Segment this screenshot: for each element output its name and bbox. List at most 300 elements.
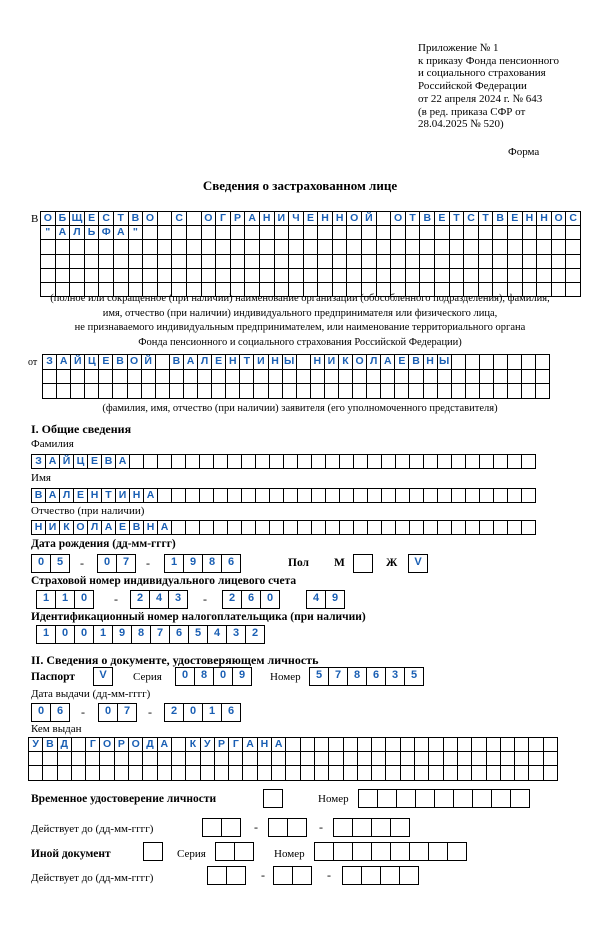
- char-cell[interactable]: [566, 226, 581, 240]
- char-cell[interactable]: Е: [99, 355, 113, 370]
- char-cell[interactable]: [303, 226, 318, 240]
- char-cell[interactable]: [333, 842, 353, 861]
- char-cell[interactable]: [551, 254, 566, 268]
- char-cell[interactable]: [347, 226, 362, 240]
- char-cell[interactable]: [55, 240, 70, 254]
- char-cell[interactable]: [537, 226, 552, 240]
- char-cell[interactable]: [186, 752, 200, 766]
- char-cell[interactable]: Е: [435, 212, 450, 226]
- char-cell[interactable]: [99, 268, 114, 282]
- char-cell[interactable]: [325, 488, 340, 503]
- char-cell[interactable]: [171, 752, 185, 766]
- char-cell[interactable]: [300, 738, 314, 752]
- char-cell[interactable]: [391, 240, 406, 254]
- char-cell[interactable]: [255, 454, 270, 469]
- char-cell[interactable]: 5: [188, 625, 208, 644]
- char-cell[interactable]: [493, 488, 508, 503]
- char-cell[interactable]: [230, 240, 245, 254]
- char-cell[interactable]: [86, 752, 100, 766]
- char-cell[interactable]: [493, 520, 508, 535]
- birth-month-field[interactable]: [97, 554, 136, 573]
- char-cell[interactable]: Ы: [439, 355, 450, 368]
- char-cell[interactable]: [201, 268, 216, 282]
- char-cell[interactable]: [216, 254, 231, 268]
- char-cell[interactable]: [70, 254, 85, 268]
- char-cell[interactable]: [200, 766, 214, 780]
- char-cell[interactable]: [155, 384, 169, 399]
- char-cell[interactable]: [376, 254, 391, 268]
- char-cell[interactable]: [214, 766, 228, 780]
- char-cell[interactable]: [243, 766, 257, 780]
- sex-m-checkbox[interactable]: [353, 554, 373, 573]
- char-cell[interactable]: И: [274, 212, 289, 226]
- char-cell[interactable]: [289, 240, 304, 254]
- char-cell[interactable]: 0: [31, 703, 51, 722]
- char-cell[interactable]: 2: [130, 590, 150, 609]
- char-cell[interactable]: [283, 488, 298, 503]
- char-cell[interactable]: 7: [328, 667, 348, 686]
- char-cell[interactable]: [186, 226, 201, 240]
- char-cell[interactable]: 0: [31, 554, 51, 573]
- other-valid-day-field[interactable]: [207, 866, 246, 885]
- issue-month-field[interactable]: [98, 703, 137, 722]
- char-cell[interactable]: [399, 866, 419, 885]
- snils-part-4[interactable]: [306, 590, 345, 609]
- char-cell[interactable]: [377, 789, 397, 808]
- char-cell[interactable]: 2: [222, 590, 242, 609]
- char-cell[interactable]: [71, 369, 85, 384]
- char-cell[interactable]: Д: [57, 738, 71, 752]
- char-cell[interactable]: В: [101, 454, 116, 469]
- char-cell[interactable]: [353, 488, 368, 503]
- char-cell[interactable]: 0: [74, 590, 94, 609]
- char-cell[interactable]: А: [381, 355, 395, 370]
- char-cell[interactable]: [230, 254, 245, 268]
- char-cell[interactable]: [198, 369, 212, 384]
- char-cell[interactable]: [508, 240, 523, 254]
- char-cell[interactable]: [400, 752, 414, 766]
- char-cell[interactable]: [245, 254, 260, 268]
- char-cell[interactable]: [201, 240, 216, 254]
- char-cell[interactable]: [273, 866, 293, 885]
- char-cell[interactable]: [155, 369, 169, 384]
- char-cell[interactable]: [522, 355, 536, 370]
- char-cell[interactable]: [57, 752, 71, 766]
- char-cell[interactable]: [537, 254, 552, 268]
- char-cell[interactable]: [41, 268, 56, 282]
- char-cell[interactable]: [199, 520, 214, 535]
- char-cell[interactable]: [292, 866, 312, 885]
- other-valid-month-field[interactable]: [273, 866, 312, 885]
- char-cell[interactable]: [395, 454, 410, 469]
- char-cell[interactable]: [522, 369, 536, 384]
- char-cell[interactable]: [451, 454, 466, 469]
- char-cell[interactable]: [551, 226, 566, 240]
- char-cell[interactable]: [283, 454, 298, 469]
- char-cell[interactable]: [287, 818, 307, 837]
- char-cell[interactable]: [342, 866, 362, 885]
- char-cell[interactable]: 3: [168, 590, 188, 609]
- char-cell[interactable]: [371, 818, 391, 837]
- char-cell[interactable]: Е: [84, 212, 99, 226]
- char-cell[interactable]: [128, 268, 143, 282]
- char-cell[interactable]: [357, 738, 371, 752]
- char-cell[interactable]: К: [186, 738, 200, 752]
- char-cell[interactable]: [100, 752, 114, 766]
- char-cell[interactable]: [507, 454, 522, 469]
- char-cell[interactable]: 1: [93, 625, 113, 644]
- char-cell[interactable]: [429, 752, 443, 766]
- char-cell[interactable]: [43, 766, 57, 780]
- char-cell[interactable]: [230, 268, 245, 282]
- char-cell[interactable]: В: [493, 212, 508, 226]
- char-cell[interactable]: [332, 240, 347, 254]
- char-cell[interactable]: [200, 752, 214, 766]
- char-cell[interactable]: Щ: [71, 212, 83, 225]
- char-cell[interactable]: [226, 384, 240, 399]
- char-cell[interactable]: У: [200, 738, 214, 752]
- char-cell[interactable]: [99, 240, 114, 254]
- char-cell[interactable]: Т: [449, 212, 464, 226]
- char-cell[interactable]: [310, 369, 324, 384]
- char-cell[interactable]: [318, 226, 333, 240]
- char-cell[interactable]: Н: [537, 212, 552, 226]
- char-cell[interactable]: [494, 384, 508, 399]
- char-cell[interactable]: [353, 554, 373, 573]
- char-cell[interactable]: [405, 268, 420, 282]
- char-cell[interactable]: Е: [212, 355, 226, 370]
- char-cell[interactable]: [529, 738, 543, 752]
- char-cell[interactable]: [409, 842, 429, 861]
- char-cell[interactable]: [347, 254, 362, 268]
- char-cell[interactable]: [493, 254, 508, 268]
- char-cell[interactable]: [362, 226, 377, 240]
- char-cell[interactable]: [297, 454, 312, 469]
- char-cell[interactable]: 0: [97, 554, 117, 573]
- char-cell[interactable]: [376, 212, 391, 226]
- char-cell[interactable]: [437, 369, 451, 384]
- char-cell[interactable]: [29, 766, 43, 780]
- char-cell[interactable]: А: [55, 226, 70, 240]
- char-cell[interactable]: [493, 226, 508, 240]
- char-cell[interactable]: О: [143, 212, 158, 226]
- char-cell[interactable]: [303, 268, 318, 282]
- char-cell[interactable]: [386, 738, 400, 752]
- char-cell[interactable]: [113, 240, 128, 254]
- char-cell[interactable]: [71, 384, 85, 399]
- char-cell[interactable]: [157, 226, 172, 240]
- char-cell[interactable]: [478, 226, 493, 240]
- char-cell[interactable]: [400, 738, 414, 752]
- char-cell[interactable]: [372, 738, 386, 752]
- char-cell[interactable]: Т: [405, 212, 420, 226]
- char-cell[interactable]: С: [566, 212, 581, 226]
- char-cell[interactable]: [339, 454, 354, 469]
- char-cell[interactable]: Н: [87, 488, 102, 503]
- char-cell[interactable]: [352, 842, 372, 861]
- char-cell[interactable]: У: [29, 738, 43, 752]
- char-cell[interactable]: [522, 268, 537, 282]
- char-cell[interactable]: [259, 254, 274, 268]
- char-cell[interactable]: [127, 384, 141, 399]
- char-cell[interactable]: [405, 226, 420, 240]
- char-cell[interactable]: [202, 818, 222, 837]
- char-cell[interactable]: [451, 488, 466, 503]
- char-cell[interactable]: А: [45, 454, 60, 469]
- char-cell[interactable]: [296, 369, 310, 384]
- char-cell[interactable]: [289, 226, 304, 240]
- char-cell[interactable]: [169, 384, 183, 399]
- char-cell[interactable]: [329, 752, 343, 766]
- other-doc-checkbox[interactable]: [143, 842, 163, 861]
- char-cell[interactable]: [515, 766, 529, 780]
- char-cell[interactable]: [296, 384, 310, 399]
- char-cell[interactable]: [311, 488, 326, 503]
- char-cell[interactable]: [113, 268, 128, 282]
- char-cell[interactable]: 3: [226, 625, 246, 644]
- char-cell[interactable]: А: [57, 355, 71, 370]
- char-cell[interactable]: [128, 240, 143, 254]
- char-cell[interactable]: [361, 866, 381, 885]
- char-cell[interactable]: [465, 369, 479, 384]
- char-cell[interactable]: О: [100, 738, 114, 752]
- char-cell[interactable]: [372, 766, 386, 780]
- char-cell[interactable]: [362, 268, 377, 282]
- char-cell[interactable]: 0: [74, 625, 94, 644]
- char-cell[interactable]: Б: [55, 212, 70, 226]
- char-cell[interactable]: [216, 268, 231, 282]
- char-cell[interactable]: [143, 254, 158, 268]
- char-cell[interactable]: Н: [332, 212, 347, 226]
- char-cell[interactable]: [310, 384, 324, 399]
- char-cell[interactable]: [259, 226, 274, 240]
- char-cell[interactable]: [508, 369, 522, 384]
- char-cell[interactable]: [229, 766, 243, 780]
- char-cell[interactable]: [71, 752, 85, 766]
- char-cell[interactable]: [207, 866, 227, 885]
- char-cell[interactable]: [423, 454, 438, 469]
- char-cell[interactable]: [86, 766, 100, 780]
- char-cell[interactable]: [381, 454, 396, 469]
- char-cell[interactable]: Е: [73, 488, 88, 503]
- char-cell[interactable]: [437, 488, 452, 503]
- char-cell[interactable]: Н: [259, 212, 274, 226]
- char-cell[interactable]: [268, 818, 288, 837]
- organization-grid[interactable]: [40, 211, 581, 297]
- char-cell[interactable]: [282, 384, 296, 399]
- char-cell[interactable]: [486, 738, 500, 752]
- char-cell[interactable]: 7: [116, 554, 136, 573]
- char-cell[interactable]: [213, 488, 228, 503]
- char-cell[interactable]: Е: [508, 212, 523, 226]
- char-cell[interactable]: [314, 738, 328, 752]
- char-cell[interactable]: [143, 752, 157, 766]
- char-cell[interactable]: 2: [164, 703, 184, 722]
- char-cell[interactable]: [493, 268, 508, 282]
- char-cell[interactable]: [566, 268, 581, 282]
- char-cell[interactable]: [212, 384, 226, 399]
- char-cell[interactable]: [300, 752, 314, 766]
- inn-field[interactable]: [36, 625, 265, 644]
- char-cell[interactable]: [409, 520, 424, 535]
- char-cell[interactable]: [213, 520, 228, 535]
- char-cell[interactable]: [303, 240, 318, 254]
- char-cell[interactable]: [339, 488, 354, 503]
- other-number-field[interactable]: [314, 842, 467, 861]
- char-cell[interactable]: [314, 752, 328, 766]
- char-cell[interactable]: Л: [70, 226, 85, 240]
- char-cell[interactable]: Н: [257, 738, 271, 752]
- char-cell[interactable]: [303, 254, 318, 268]
- char-cell[interactable]: [486, 766, 500, 780]
- char-cell[interactable]: [457, 752, 471, 766]
- char-cell[interactable]: [395, 488, 410, 503]
- char-cell[interactable]: К: [338, 355, 352, 370]
- char-cell[interactable]: [457, 738, 471, 752]
- char-cell[interactable]: [543, 752, 557, 766]
- char-cell[interactable]: [386, 766, 400, 780]
- char-cell[interactable]: [43, 384, 57, 399]
- char-cell[interactable]: [420, 268, 435, 282]
- char-cell[interactable]: 5: [404, 667, 424, 686]
- char-cell[interactable]: А: [157, 520, 172, 535]
- char-cell[interactable]: Н: [310, 355, 324, 370]
- char-cell[interactable]: [186, 254, 201, 268]
- char-cell[interactable]: [479, 520, 494, 535]
- char-cell[interactable]: [274, 226, 289, 240]
- char-cell[interactable]: [391, 254, 406, 268]
- char-cell[interactable]: 1: [36, 590, 56, 609]
- patronymic-field[interactable]: [31, 520, 536, 535]
- char-cell[interactable]: [380, 866, 400, 885]
- char-cell[interactable]: [269, 488, 284, 503]
- issue-day-field[interactable]: [31, 703, 70, 722]
- char-cell[interactable]: 5: [50, 554, 70, 573]
- char-cell[interactable]: Д: [143, 738, 157, 752]
- char-cell[interactable]: 6: [221, 554, 241, 573]
- char-cell[interactable]: [199, 454, 214, 469]
- char-cell[interactable]: [465, 355, 479, 370]
- char-cell[interactable]: Е: [395, 355, 409, 370]
- other-valid-year-field[interactable]: [342, 866, 419, 885]
- char-cell[interactable]: [332, 254, 347, 268]
- char-cell[interactable]: [241, 454, 256, 469]
- char-cell[interactable]: [214, 752, 228, 766]
- char-cell[interactable]: ": [128, 226, 143, 240]
- char-cell[interactable]: [289, 254, 304, 268]
- char-cell[interactable]: [143, 454, 158, 469]
- char-cell[interactable]: Л: [198, 355, 212, 370]
- char-cell[interactable]: [286, 752, 300, 766]
- char-cell[interactable]: 9: [232, 667, 252, 686]
- char-cell[interactable]: О: [129, 738, 143, 752]
- char-cell[interactable]: [216, 226, 231, 240]
- char-cell[interactable]: [493, 454, 508, 469]
- char-cell[interactable]: [171, 738, 185, 752]
- char-cell[interactable]: Р: [230, 212, 245, 226]
- temp-id-checkbox[interactable]: [263, 789, 283, 808]
- char-cell[interactable]: [508, 268, 523, 282]
- char-cell[interactable]: [318, 254, 333, 268]
- char-cell[interactable]: [143, 268, 158, 282]
- char-cell[interactable]: [201, 254, 216, 268]
- valid-year-field[interactable]: [333, 818, 410, 837]
- char-cell[interactable]: А: [143, 488, 158, 503]
- char-cell[interactable]: [157, 488, 172, 503]
- char-cell[interactable]: [451, 355, 465, 370]
- passport-series-field[interactable]: [175, 667, 252, 686]
- char-cell[interactable]: [186, 766, 200, 780]
- char-cell[interactable]: [296, 355, 310, 370]
- char-cell[interactable]: [428, 842, 448, 861]
- char-cell[interactable]: [314, 766, 328, 780]
- char-cell[interactable]: 8: [347, 667, 367, 686]
- char-cell[interactable]: [357, 752, 371, 766]
- char-cell[interactable]: [343, 766, 357, 780]
- char-cell[interactable]: А: [45, 488, 60, 503]
- char-cell[interactable]: [479, 384, 493, 399]
- char-cell[interactable]: [522, 240, 537, 254]
- char-cell[interactable]: ": [41, 226, 56, 240]
- char-cell[interactable]: [172, 226, 187, 240]
- char-cell[interactable]: [274, 268, 289, 282]
- char-cell[interactable]: [510, 789, 530, 808]
- char-cell[interactable]: [157, 752, 171, 766]
- char-cell[interactable]: [472, 738, 486, 752]
- char-cell[interactable]: [381, 488, 396, 503]
- char-cell[interactable]: А: [183, 355, 197, 370]
- char-cell[interactable]: 6: [241, 590, 261, 609]
- char-cell[interactable]: [449, 268, 464, 282]
- char-cell[interactable]: [500, 766, 514, 780]
- char-cell[interactable]: [353, 384, 367, 399]
- char-cell[interactable]: [257, 752, 271, 766]
- char-cell[interactable]: [314, 842, 334, 861]
- char-cell[interactable]: В: [128, 212, 143, 226]
- char-cell[interactable]: [521, 520, 536, 535]
- char-cell[interactable]: [451, 384, 465, 399]
- char-cell[interactable]: Н: [143, 520, 158, 535]
- name-field[interactable]: [31, 488, 536, 503]
- char-cell[interactable]: [70, 268, 85, 282]
- char-cell[interactable]: Ь: [84, 226, 99, 240]
- char-cell[interactable]: [143, 240, 158, 254]
- char-cell[interactable]: [465, 520, 480, 535]
- char-cell[interactable]: [127, 369, 141, 384]
- char-cell[interactable]: 0: [213, 667, 233, 686]
- char-cell[interactable]: [113, 384, 127, 399]
- char-cell[interactable]: [536, 384, 550, 399]
- char-cell[interactable]: [283, 520, 298, 535]
- char-cell[interactable]: [286, 738, 300, 752]
- char-cell[interactable]: [29, 752, 43, 766]
- char-cell[interactable]: [479, 488, 494, 503]
- char-cell[interactable]: [451, 520, 466, 535]
- char-cell[interactable]: Т: [478, 212, 493, 226]
- char-cell[interactable]: [491, 789, 511, 808]
- char-cell[interactable]: [329, 738, 343, 752]
- char-cell[interactable]: [423, 488, 438, 503]
- char-cell[interactable]: А: [243, 738, 257, 752]
- char-cell[interactable]: 6: [169, 625, 189, 644]
- sex-f-checkbox[interactable]: [408, 554, 428, 573]
- char-cell[interactable]: В: [169, 355, 183, 370]
- char-cell[interactable]: [352, 818, 372, 837]
- char-cell[interactable]: Ч: [289, 212, 304, 226]
- char-cell[interactable]: [376, 268, 391, 282]
- char-cell[interactable]: [318, 268, 333, 282]
- char-cell[interactable]: [423, 384, 437, 399]
